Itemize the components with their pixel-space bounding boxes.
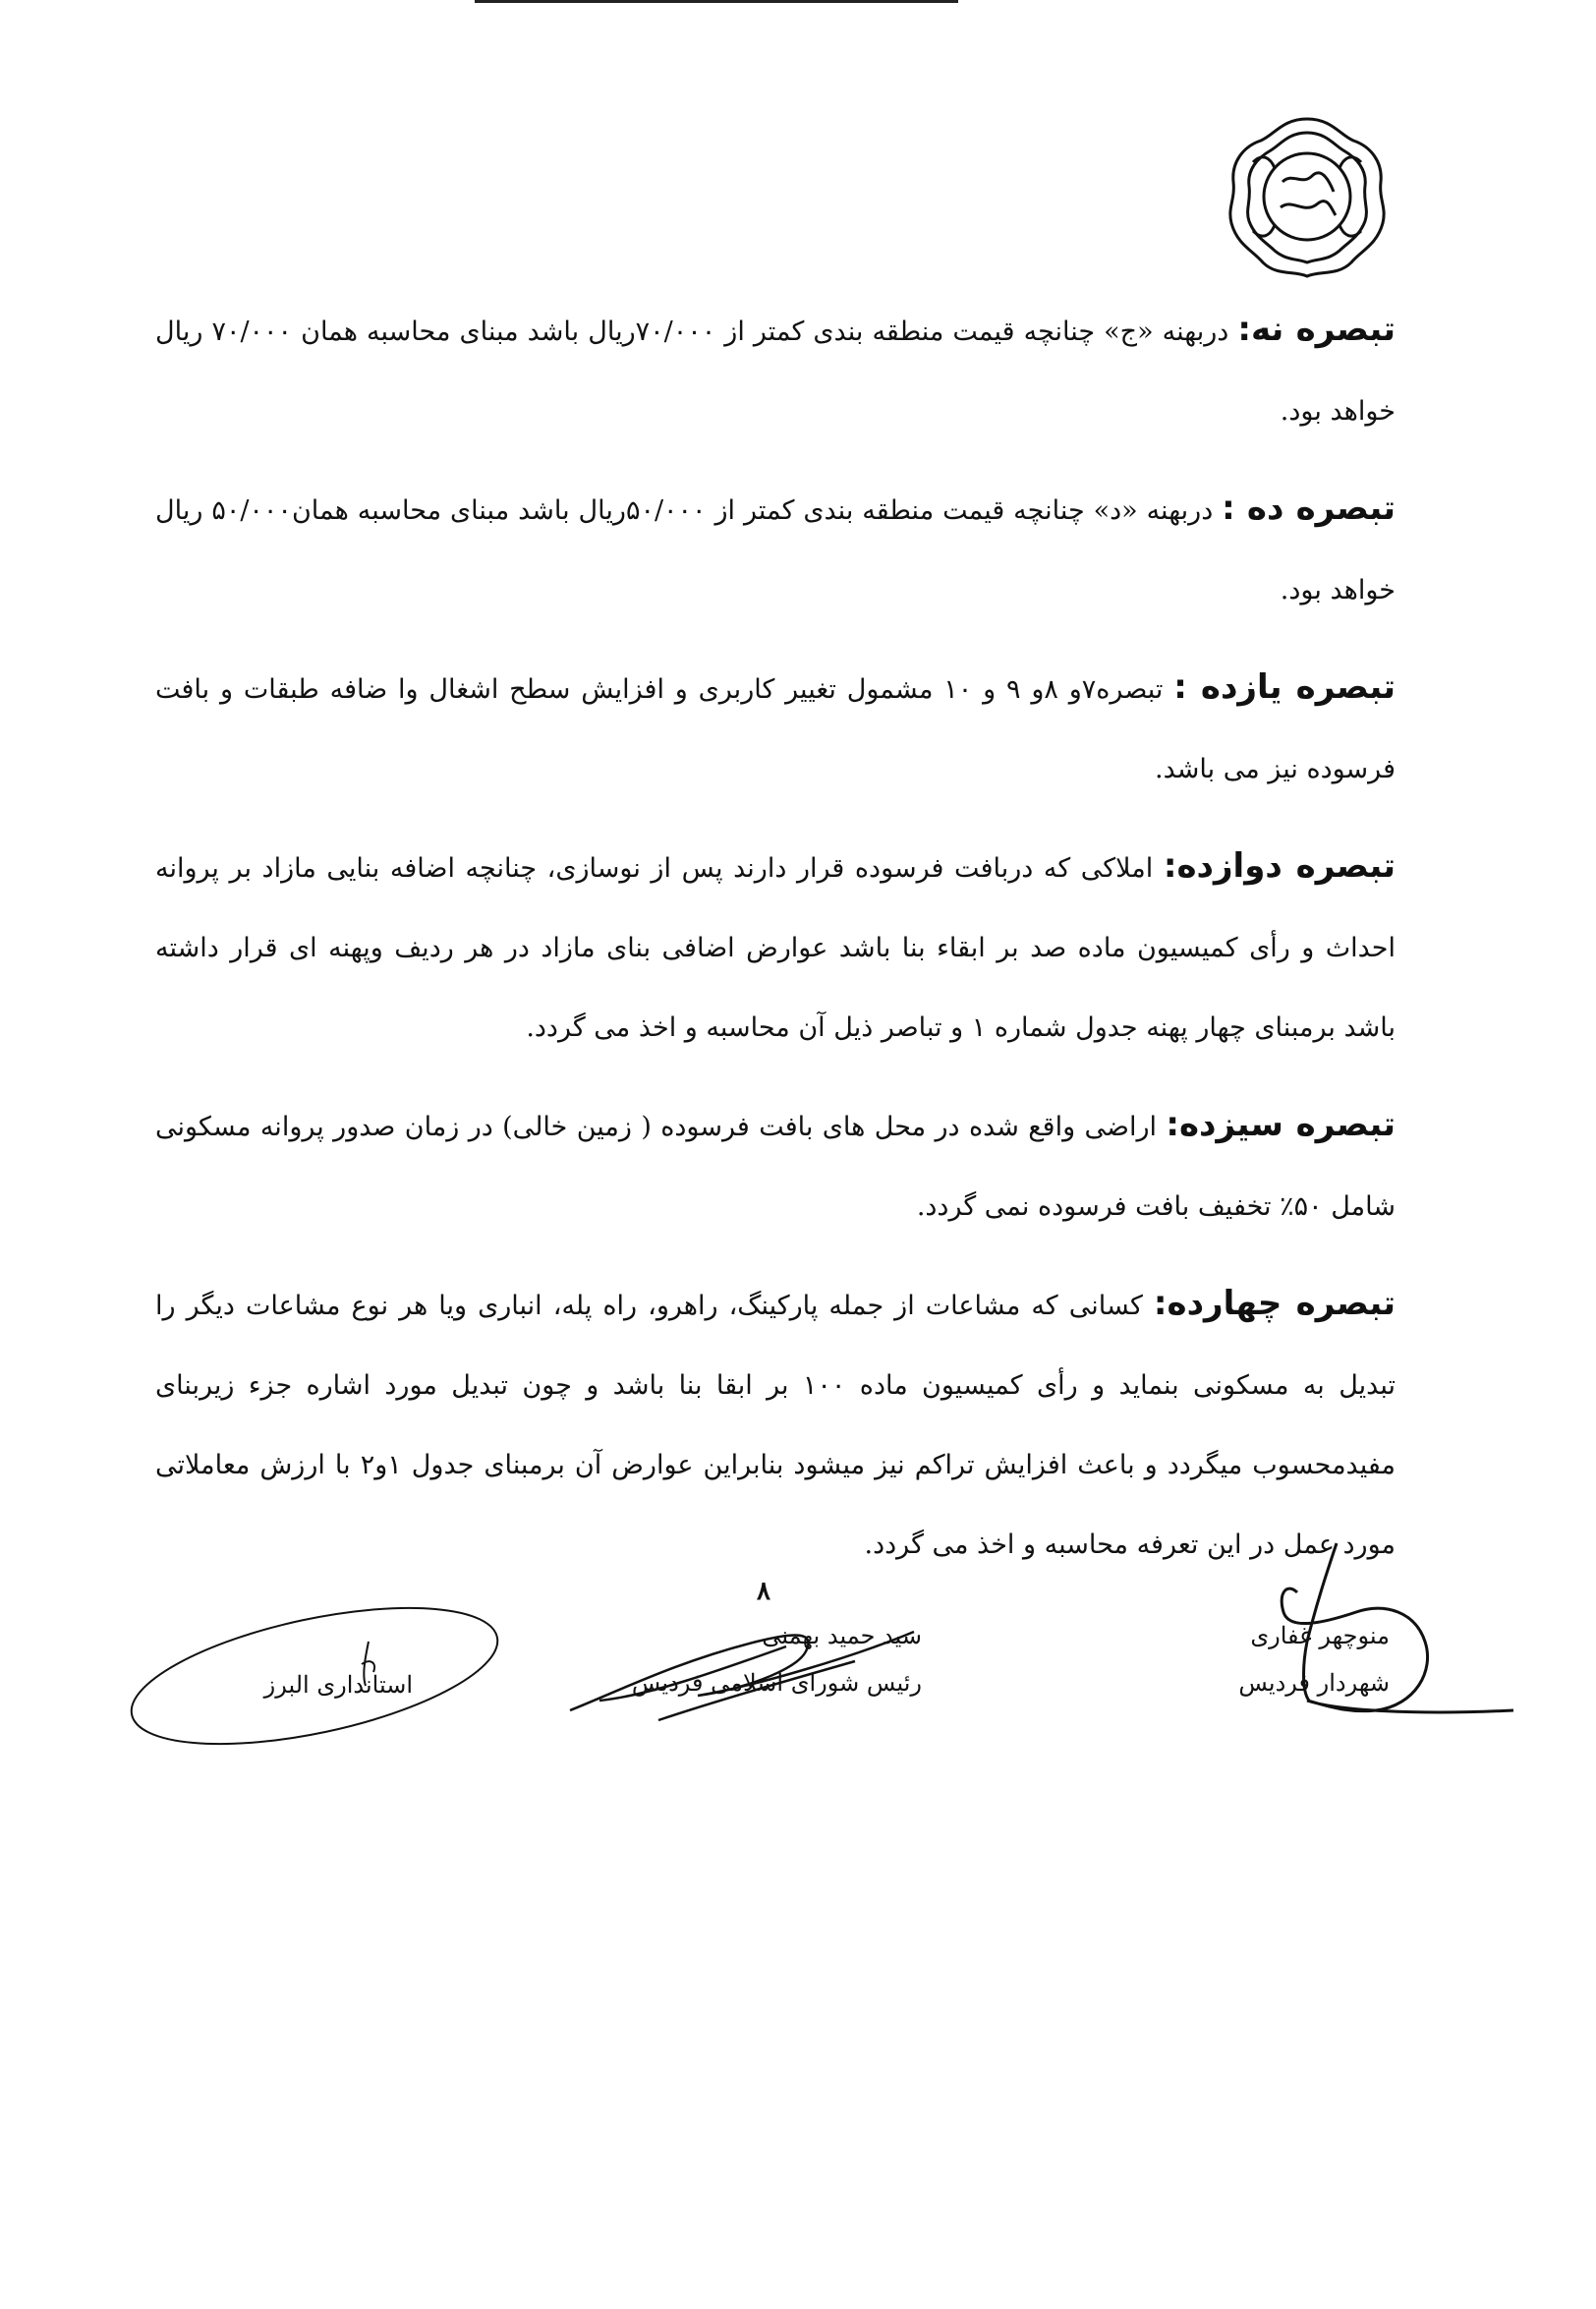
note-text: اراضی واقع شده در محل های بافت فرسوده ( زمین خالی) در زمان صدور پروانه مسکونی شامل ۵۰٪ تخفیف بافت فرسوده نمی گردد. bbox=[155, 1112, 1396, 1222]
council-head-name: سید حمید بهمنی bbox=[762, 1622, 922, 1649]
note-text: کسانی که مشاعات از جمله پارکینگ، راهرو، راه پله، انباری ویا هر نوع مشاعات دیگر را تبدیل به مسکونی بنماید و رأی کمیسیون ماده ۱۰۰ بر ابقا بنا باشد و چون تبدیل مورد اشاره جزء زیربنای مفیدمحسوب میگردد و باعث افزایش تراکم نیز میشود بنابراین عوارض آن برمبنای جدول ۱و۲ با ارزش معاملاتی مورد عمل در این تعرفه محاسبه و اخذ می گردد. bbox=[155, 1291, 1396, 1560]
mayor-title: شهردار فردیس bbox=[1238, 1669, 1390, 1697]
note-twelve bbox=[155, 827, 1396, 1068]
note-title: تبصره یازده : bbox=[1173, 667, 1396, 707]
note-ten bbox=[155, 469, 1396, 630]
note-title: تبصره سیزده: bbox=[1166, 1105, 1396, 1144]
governor-signature-block bbox=[197, 1671, 413, 1699]
council-head-title: رئیس شورای اسلامی فردیس bbox=[631, 1669, 922, 1697]
note-title: تبصره ده : bbox=[1222, 489, 1396, 528]
governor-title: استانداری البرز bbox=[263, 1671, 413, 1699]
top-rule bbox=[475, 0, 958, 3]
note-text: دربهنه «د» چنانچه قیمت منطقه بندی کمتر از ۵۰/۰۰۰ریال باشد مبنای محاسبه همان۵۰/۰۰۰ ریال خواهد بود. bbox=[155, 495, 1396, 606]
note-thirteen bbox=[155, 1085, 1396, 1246]
page-number: ۸ bbox=[757, 1577, 770, 1606]
note-text: تبصره۷و ۸و ۹ و ۱۰ مشمول تغییر کاربری و افزایش سطح اشغال وا ضافه طبقات و بافت فرسوده نیز می باشد. bbox=[155, 674, 1396, 784]
note-fourteen bbox=[155, 1264, 1396, 1585]
note-title: تبصره چهارده: bbox=[1153, 1284, 1396, 1323]
note-title: تبصره نه: bbox=[1237, 310, 1396, 349]
notes-content bbox=[155, 290, 1396, 1602]
note-eleven bbox=[155, 648, 1396, 809]
note-title: تبصره دوازده: bbox=[1163, 846, 1396, 886]
note-nine bbox=[155, 290, 1396, 451]
council-seal-emblem bbox=[1224, 113, 1391, 280]
mayor-signature-block bbox=[1238, 1622, 1390, 1716]
note-text: املاکی که دربافت فرسوده قرار دارند پس از نوسازی، چنانچه اضافه بنایی مازاد بر پروانه احداث و رأی کمیسیون ماده صد بر ابقاء بنا باشد عوارض اضافی بنای مازاد در هر ردیف وپهنه ای قرار داشته باشد برمبنای چهار پهنه جدول شماره ۱ و تباصر ذیل آن محاسبه و اخذ می گردد. bbox=[155, 853, 1396, 1043]
council-signature-block bbox=[568, 1622, 922, 1716]
mayor-name: منوچهر غفاری bbox=[1250, 1622, 1390, 1649]
note-text: دربهنه «ج» چنانچه قیمت منطقه بندی کمتر از ۷۰/۰۰۰ریال باشد مبنای محاسبه همان ۷۰/۰۰۰ ریال خواهد بود. bbox=[155, 317, 1396, 427]
